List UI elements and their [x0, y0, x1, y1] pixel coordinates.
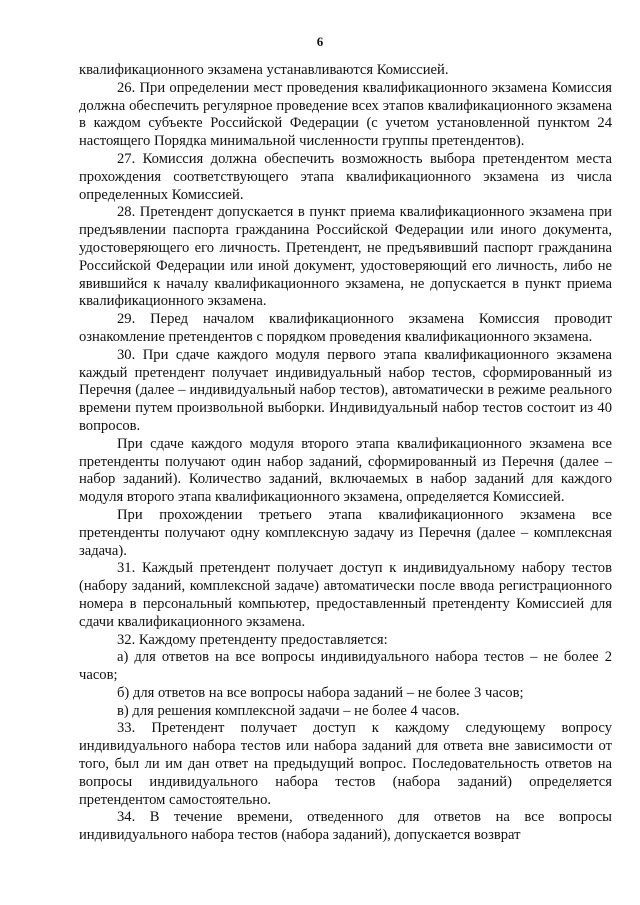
paragraph-30-second-stage: При сдаче каждого модуля второго этапа квалификационного экзамена все претенденты получают один набор заданий, сформированный из Перечня (далее – набор заданий). Количество заданий, включаемых в набор заданий для каждого модуля второго этапа квалификационного экзамена, определяется Комиссией.: [79, 435, 612, 506]
paragraph-27: 27. Комиссия должна обеспечить возможность выбора претендентом места прохождения соответствующего этапа квалификационного экзамена из числа определенных Комиссией.: [79, 150, 612, 203]
paragraph-30-third-stage: При прохождении третьего этапа квалификационного экзамена все претенденты получают одну комплексную задачу из Перечня (далее – комплексная задача).: [79, 506, 612, 559]
document-body: [79, 62, 612, 845]
paragraph-29: 29. Перед началом квалификационного экзамена Комиссия проводит ознакомление претендентов с порядком проведения квалификационного экзамена.: [79, 311, 612, 345]
paragraph-34: 34. В течение времени, отведенного для ответов на все вопросы индивидуального набора тестов (набора заданий), допускается возврат: [79, 809, 612, 844]
paragraph-30: 30. При сдаче каждого модуля первого этапа квалификационного экзамена каждый претендент получает индивидуальный набор тестов, сформированный из Перечня (далее – индивидуальный набор тестов), автоматически в режиме реального времени путем произвольной выборки. Индивидуальный набор тестов состоит из 40 вопросов.: [79, 346, 612, 434]
page-number: 6: [316, 34, 324, 49]
paragraph-26: 26. При определении мест проведения квалификационного экзамена Комиссия должна обеспечить регулярное проведение всех этапов квалификационного экзамена в каждом субъекте Российской Федерации (с учетом установленной пунктом 24 настоящего Порядка минимальной численности группы претендентов).: [79, 79, 612, 150]
paragraph-continuation: квалификационного экзамена устанавливаются Комиссией.: [79, 62, 449, 78]
paragraph-31: 31. Каждый претендент получает доступ к индивидуальному набору тестов (набору заданий, комплексной задаче) автоматически после ввода регистрационного номера в персональный компьютер, предоставленный претенденту Комиссией для сдачи квалификационного экзамена.: [79, 560, 612, 630]
paragraph-33: 33. Претендент получает доступ к каждому следующему вопросу индивидуального набора тестов или набора заданий для ответа вне зависимости от того, был ли им дан ответ на предыдущий вопрос. Последовательность ответов на вопросы индивидуального набора тестов (набора заданий) определяется претендентом самостоятельно.: [79, 720, 612, 808]
paragraph-32: 32. Каждому претенденту предоставляется:: [117, 631, 388, 648]
paragraph-32-b: б) для ответов на все вопросы набора заданий – не более 3 часов;: [117, 684, 524, 701]
paragraph-32-c: в) для решения комплексной задачи – не более 4 часов.: [117, 702, 460, 719]
paragraph-32-a: а) для ответов на все вопросы индивидуального набора тестов – не более 2 часов;: [79, 649, 612, 684]
paragraph-28: 28. Претендент допускается в пункт приема квалификационного экзамена при предъявлении паспорта гражданина Российской Федерации или иного документа, удостоверяющего его личность. Претендент, не предъявивший паспорт гражданина Российской Федерации или иной документ, удостоверяющий его личность, либо не явившийся к началу квалификационного экзамена, не допускается в пункт приема квалификационного экзамена.: [79, 204, 612, 310]
